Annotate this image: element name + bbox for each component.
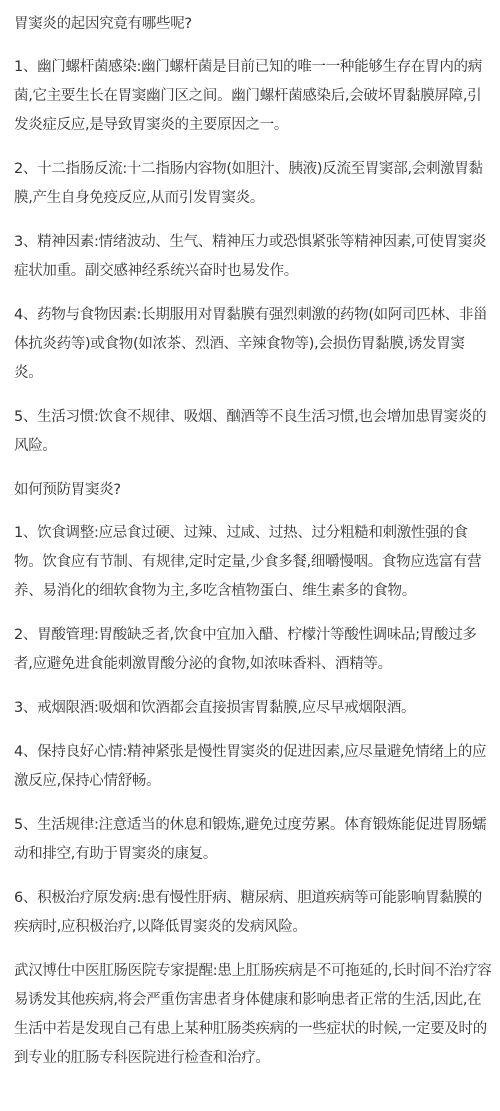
item-number: 3、 [14, 700, 38, 716]
prevention-item-1 [14, 519, 492, 606]
item-number: 4、 [14, 744, 38, 760]
item-number: 1、 [14, 525, 38, 541]
item-text: 生活规律:注意适当的休息和锻炼,避免过度劳累。体育锻炼能促进胃肠蠕动和排空,有助于胃窦炎的康复。 [14, 817, 487, 862]
item-number: 2、 [14, 627, 38, 643]
cause-item-2 [14, 155, 492, 213]
item-text: 药物与食物因素:长期服用对胃黏膜有强烈刺激的药物(如阿司匹林、非甾体抗炎药等)或食物(如浓茶、烈酒、辛辣食物等),会损伤胃黏膜,诱发胃窦炎。 [14, 307, 488, 381]
item-text: 积极治疗原发病:患有慢性肝病、糖尿病、胆道疾病等可能影响胃黏膜的疾病时,应积极治疗,以降低胃窦炎的发病风险。 [14, 890, 482, 935]
item-text: 保持良好心情:精神紧张是慢性胃窦炎的促进因素,应尽量避免情绪上的应激反应,保持心情舒畅。 [14, 744, 487, 789]
prevention-item-6 [14, 884, 492, 942]
item-text: 精神因素:情绪波动、生气、精神压力或恐惧紧张等精神因素,可使胃窦炎症状加重。副交感神经系统兴奋时也易发作。 [14, 234, 487, 279]
item-text: 饮食调整:应忌食过硬、过辣、过咸、过热、过分粗糙和刺激性强的食物。饮食应有节制、有规律,定时定量,少食多餐,细嚼慢咽。食物应选富有营养、易消化的细软食物为主,多吃含植物蛋白、维生素多的食物。 [14, 525, 482, 599]
item-text: 十二指肠反流:十二指肠内容物(如胆汁、胰液)反流至胃窦部,会刺激胃黏膜,产生自身免疫反应,从而引发胃窦炎。 [14, 161, 483, 206]
item-text: 生活习惯:饮食不规律、吸烟、酗酒等不良生活习惯,也会增加患胃窦炎的风险。 [14, 409, 487, 454]
section-heading-causes: 胃窦炎的起因究竟有哪些呢? [14, 16, 192, 32]
prevention-item-5 [14, 811, 492, 869]
item-number: 1、 [14, 59, 38, 75]
section-heading-prevention: 如何预防胃窦炎? [14, 482, 121, 498]
cause-item-5 [14, 403, 492, 461]
prevention-item-2 [14, 621, 492, 679]
cause-item-4 [14, 301, 492, 388]
item-number: 3、 [14, 234, 38, 250]
item-number: 6、 [14, 890, 38, 906]
prevention-item-3 [14, 694, 492, 723]
item-text: 胃酸管理:胃酸缺乏者,饮食中宜加入醋、柠檬汁等酸性调味品;胃酸过多者,应避免进食能刺激胃酸分泌的食物,如浓味香料、酒精等。 [14, 627, 477, 672]
item-number: 5、 [14, 817, 38, 833]
prevention-item-4 [14, 738, 492, 796]
item-number: 2、 [14, 161, 38, 177]
item-number: 4、 [14, 307, 38, 323]
closing-paragraph: 武汉博仕中医肛肠医院专家提醒:患上肛肠疾病是不可拖延的,长时间不治疗容易诱发其他疾病,将会严重伤害患者身体健康和影响患者正常的生活,因此,在生活中若是发现自己有患上某种肛肠类疾病的一些症状的时候,一定要及时的到专业的肛肠专科医院进行检查和治疗。 [14, 963, 492, 1066]
cause-item-3 [14, 228, 492, 286]
item-text: 幽门螺杆菌感染:幽门螺杆菌是目前已知的唯一一种能够生存在胃内的病菌,它主要生长在胃窦幽门区之间。幽门螺杆菌感染后,会破坏胃黏膜屏障,引发炎症反应,是导致胃窦炎的主要原因之一。 [14, 59, 482, 133]
cause-item-1 [14, 53, 492, 140]
item-number: 5、 [14, 409, 38, 425]
item-text: 戒烟限酒:吸烟和饮酒都会直接损害胃黏膜,应尽早戒烟限酒。 [37, 700, 416, 716]
